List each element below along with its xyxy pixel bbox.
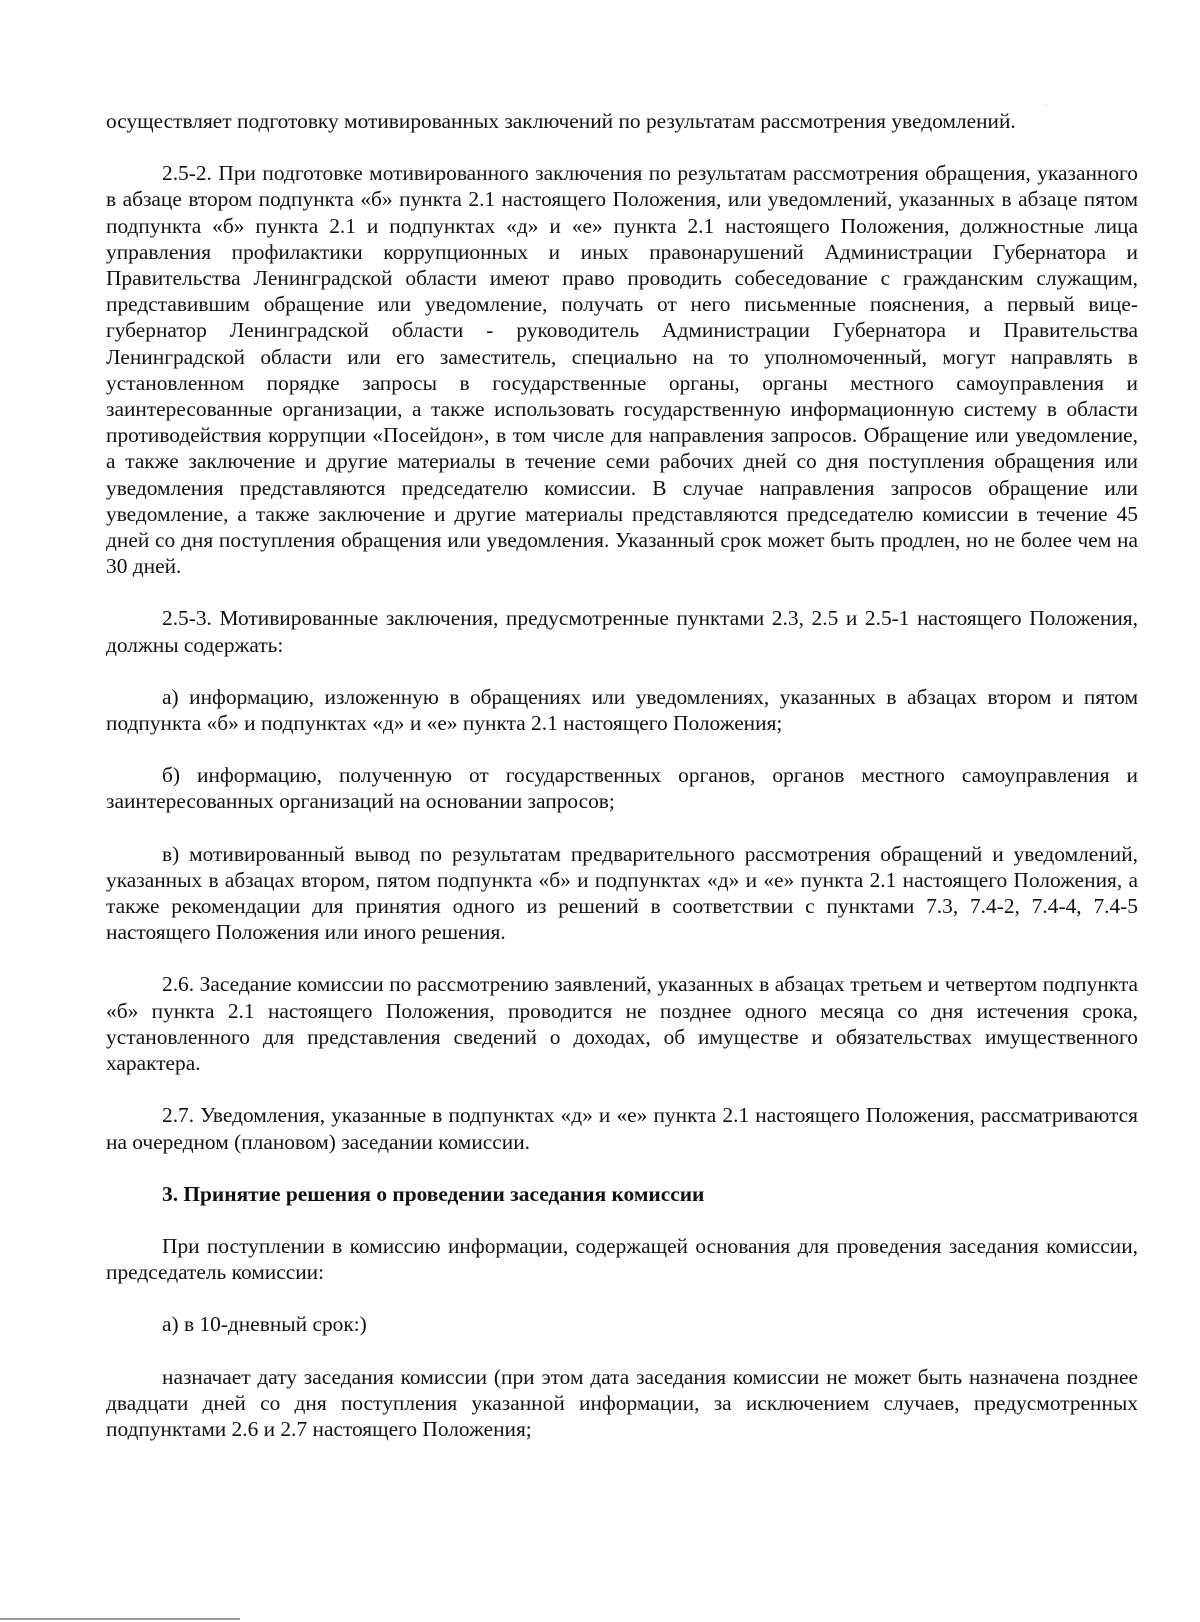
section-heading: 3. Принятие решения о проведении заседания комиссии: [162, 1181, 705, 1206]
section-paragraph-intro: При поступлении в комиссию информации, содержащей основания для проведения заседания комиссии, председатель комиссии:: [106, 1233, 1138, 1285]
paragraph-2-5-3: 2.5-3. Мотивированные заключения, предусмотренные пунктами 2.3, 2.5 и 2.5-1 настоящего Положения, должны содержать:: [106, 606, 1138, 657]
scan-edge-line: [0, 1618, 240, 1620]
paragraph-continuation: осуществляет подготовку мотивированных заключений по результатам рассмотрения уведомлений.: [106, 109, 1016, 133]
paragraph-2-5-3-v: в) мотивированный вывод по результатам предварительного рассмотрения обращений и уведомлений, указанных в абзацах втором, пятом подпункта «б» и подпунктах «д» и «е» пункта 2.1 настоящего Положения, а также рекомендации для принятия одного из решений в соответствии с пунктами 7.3, 7.4-2, 7.4-4, 7.4-5 настоящего Положения или иного решения.: [106, 841, 1138, 945]
paragraph-2-5-3-a: а) информацию, изложенную в обращениях или уведомлениях, указанных в абзацах втором и пятом подпункта «б» и подпунктах «д» и «е» пункта 2.1 настоящего Положения;: [106, 684, 1138, 736]
document-page: [106, 108, 1138, 1468]
scan-artifact-mark: [1046, 104, 1047, 106]
paragraph-2-6: 2.6. Заседание комиссии по рассмотрению заявлений, указанных в абзацах третьем и четвертом подпункта «б» пункта 2.1 настоящего Положения, проводится не позднее одного месяца со дня истечения срока, установленного для представления сведений о доходах, об имуществе и обязательствах имущественного характера.: [106, 972, 1138, 1076]
paragraph-2-5-2: 2.5-2. При подготовке мотивированного заключения по результатам рассмотрения обращения, указанного в абзаце втором подпункта «б» пункта 2.1 настоящего Положения, или уведомлений, указанных в абзаце пятом подпункта «б» пункта 2.1 и подпунктах «д» и «е» пункта 2.1 настоящего Положения, должностные лица управления профилактики коррупционных и иных правонарушений Администрации Губернатора и Правительства Ленинградской области имеют право проводить собеседование с гражданским служащим, представившим обращение или уведомление, получать от него письменные пояснения, а первый вице-губернатор Ленинградской области - руководитель Администрации Губернатора и Правительства Ленинградской области или его заместитель, специально на то уполномоченный, могут направлять в установленном порядке запросы в государственные органы, органы местного самоуправления и заинтересованные организации, а также использовать государственную информационную систему в области противодействия коррупции «Посейдон», в том числе для направления запросов. Обращение или уведомление, а также заключение и другие материалы в течение семи рабочих дней со дня поступления обращения или уведомления представляются председателю комиссии. В случае направления запросов обращение или уведомление, а также заключение и другие материалы представляются председателю комиссии в течение 45 дней со дня поступления обращения или уведомления. Указанный срок может быть продлен, но не более чем на 30 дней.: [106, 161, 1138, 579]
section-paragraph-date: назначает дату заседания комиссии (при этом дата заседания комиссии не может быть назначена позднее двадцати дней со дня поступления указанной информации, за исключением случаев, предусмотренных подпунктами 2.6 и 2.7 настоящего Положения;: [106, 1364, 1138, 1441]
section-paragraph-a: а) в 10-дневный срок:): [162, 1312, 367, 1337]
paragraph-2-7: 2.7. Уведомления, указанные в подпунктах «д» и «е» пункта 2.1 настоящего Положения, рассматриваются на очередном (плановом) заседании комиссии.: [106, 1103, 1138, 1154]
paragraph-2-5-3-b: б) информацию, полученную от государственных органов, органов местного самоуправления и заинтересованных организаций на основании запросов;: [106, 763, 1138, 814]
